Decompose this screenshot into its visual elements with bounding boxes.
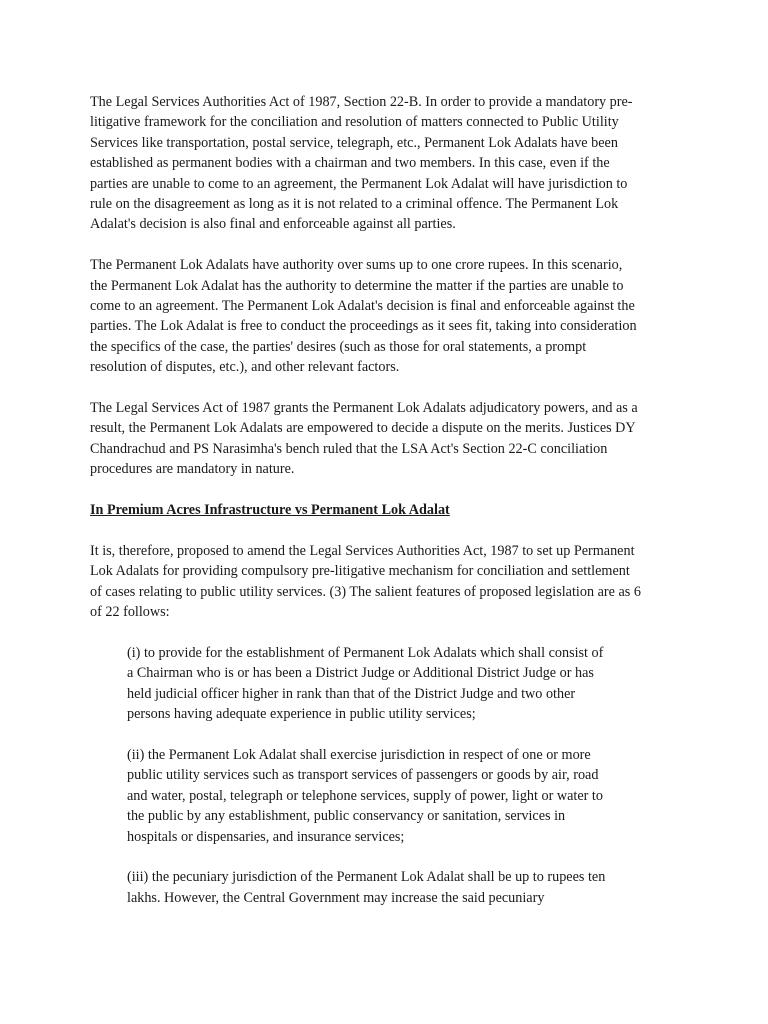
text-line: It is, therefore, proposed to amend the Legal Services Authorities Act, 1987 to set up Permanent bbox=[90, 542, 635, 559]
text-line: The Legal Services Authorities Act of 1987, Section 22-B. In order to provide a mandatory pre- bbox=[90, 94, 633, 110]
text-line: procedures are mandatory in nature. bbox=[90, 461, 295, 478]
list-item-i bbox=[127, 643, 690, 725]
text-line: resolution of disputes, etc.), and other relevant factors. bbox=[90, 359, 400, 376]
text-line: and water, postal, telegraph or telephone services, supply of power, light or water to bbox=[127, 787, 603, 804]
text-line: (ii) the Permanent Lok Adalat shall exercise jurisdiction in respect of one or more bbox=[127, 746, 591, 763]
text-line: rule on the disagreement as long as it is not related to a criminal offence. The Permanent Lok bbox=[90, 196, 619, 213]
paragraph-section-22b bbox=[90, 92, 690, 235]
text-line: the Permanent Lok Adalat has the authority to determine the matter if the parties are unable to bbox=[90, 277, 624, 294]
text-line: result, the Permanent Lok Adalats are empowered to decide a dispute on the merits. Justices DY bbox=[90, 420, 636, 437]
paragraph-authority bbox=[90, 255, 690, 377]
text-line: a Chairman who is or has been a District Judge or Additional District Judge or has bbox=[127, 665, 594, 682]
document-page bbox=[90, 92, 690, 929]
text-line: the specifics of the case, the parties' desires (such as those for oral statements, a prompt bbox=[90, 338, 587, 355]
text-line: the public by any establishment, public conservancy or sanitation, services in bbox=[127, 808, 566, 825]
text-line: Chandrachud and PS Narasimha's bench ruled that the LSA Act's Section 22-C conciliation bbox=[90, 440, 608, 457]
text-line: (i) to provide for the establishment of Permanent Lok Adalats which shall consist of bbox=[127, 644, 604, 661]
list-item-iii bbox=[127, 867, 690, 908]
text-line: of cases relating to public utility services. (3) The salient features of proposed legislation are as 6 bbox=[90, 583, 641, 600]
text-line: litigative framework for the conciliation and resolution of matters connected to Public Utility bbox=[90, 114, 619, 131]
text-line: come to an agreement. The Permanent Lok Adalat's decision is final and enforceable against the bbox=[90, 298, 635, 315]
text-line: parties. The Lok Adalat is free to conduct the proceedings as it sees fit, taking into consideration bbox=[90, 318, 637, 335]
text-line: established as permanent bodies with a chairman and two members. In this case, even if the bbox=[90, 155, 610, 172]
text-line: hospitals or dispensaries, and insurance services; bbox=[127, 828, 405, 845]
text-line: held judicial officer higher in rank than that of the District Judge and two other bbox=[127, 685, 576, 702]
text-line: of 22 follows: bbox=[90, 604, 170, 621]
list-item-ii bbox=[127, 745, 690, 847]
text-line: persons having adequate experience in public utility services; bbox=[127, 706, 476, 723]
text-line: Adalat's decision is also final and enforceable against all parties. bbox=[90, 216, 456, 233]
text-line: The Permanent Lok Adalats have authority over sums up to one crore rupees. In this scenario, bbox=[90, 257, 623, 274]
text-line: Services like transportation, postal service, telegraph, etc., Permanent Lok Adalats have been bbox=[90, 134, 618, 151]
text-line: The Legal Services Act of 1987 grants the Permanent Lok Adalats adjudicatory powers, and as a bbox=[90, 400, 638, 417]
paragraph-proposal bbox=[90, 541, 690, 623]
text-line: public utility services such as transport services of passengers or goods by air, road bbox=[127, 767, 599, 784]
text-line: parties are unable to come to an agreement, the Permanent Lok Adalat will have jurisdiction to bbox=[90, 175, 628, 192]
paragraph-adjudicatory-powers bbox=[90, 398, 690, 480]
text-line: Lok Adalats for providing compulsory pre-litigative mechanism for conciliation and settlement bbox=[90, 563, 630, 580]
section-heading: In Premium Acres Infrastructure vs Permanent Lok Adalat bbox=[90, 502, 450, 519]
text-line: (iii) the pecuniary jurisdiction of the Permanent Lok Adalat shall be up to rupees ten bbox=[127, 869, 606, 886]
text-line: lakhs. However, the Central Government may increase the said pecuniary bbox=[127, 889, 545, 906]
